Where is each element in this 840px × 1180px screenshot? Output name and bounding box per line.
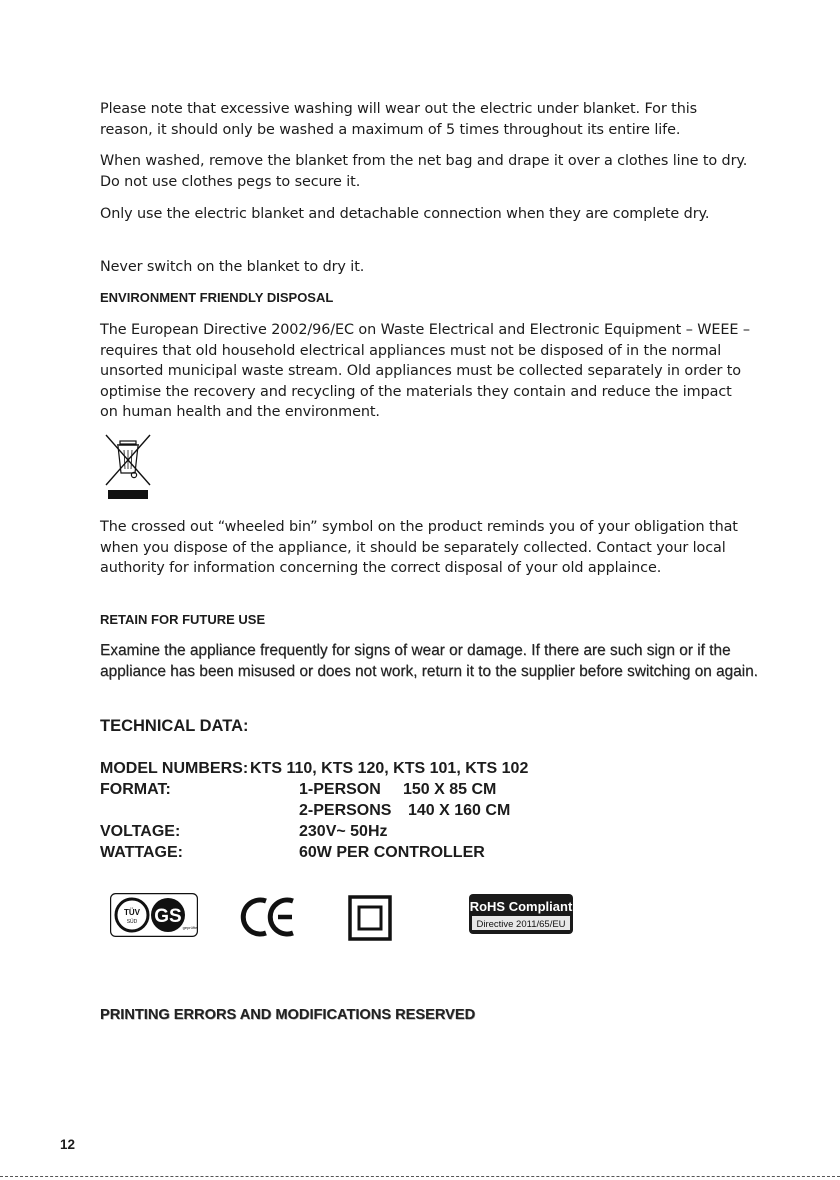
- voltage-label: VOLTAGE:: [100, 823, 181, 840]
- ce-mark-icon: [240, 895, 298, 939]
- rohs-compliant-badge: [469, 894, 573, 934]
- bottom-dashed-rule: [0, 1176, 840, 1177]
- wattage-label: WATTAGE:: [100, 844, 183, 861]
- wheeled-bin-paragraph: The crossed out “wheeled bin” symbol on the product reminds you of your obligation that when you dispose of the appliance, it should be separately collected. Contact your local authority for information concerning the correct disposal of your old applaince.: [100, 519, 738, 576]
- voltage-value: 230V~ 50Hz: [299, 823, 388, 840]
- retain-paragraph: Examine the appliance frequently for signs of wear or damage. If there are such sign or if the appliance has been misused or does not work, return it to the supplier before switching on again.: [100, 642, 758, 680]
- format-2-dimensions: 140 X 160 CM: [408, 802, 511, 819]
- washing-limit-paragraph: Please note that excessive washing will wear out the electric under blanket. For this reason, it should only be washed a maximum of 5 times throughout its entire life.: [100, 101, 698, 138]
- tuv-gs-mark-icon: [110, 893, 198, 937]
- format-2-persons: 2-PERSONS: [299, 802, 392, 819]
- svg-text:TÜV: TÜV: [124, 908, 140, 917]
- never-switch-on-paragraph: Never switch on the blanket to dry it.: [100, 259, 365, 275]
- format-1-person: 1-PERSON: [299, 781, 381, 798]
- technical-data-title: TECHNICAL DATA:: [100, 717, 249, 735]
- model-numbers-label: MODEL NUMBERS:: [100, 760, 249, 777]
- svg-text:GS: GS: [154, 906, 182, 927]
- rohs-title: RoHS Compliant: [469, 899, 573, 914]
- use-when-dry-paragraph: Only use the electric blanket and detachable connection when they are complete dry.: [100, 206, 710, 222]
- wattage-value: 60W PER CONTROLLER: [299, 844, 485, 861]
- format-1-dimensions: 150 X 85 CM: [403, 781, 497, 798]
- double-insulation-icon: [348, 895, 392, 941]
- page-number: 12: [60, 1137, 76, 1152]
- weee-paragraph: The European Directive 2002/96/EC on Waste Electrical and Electronic Equipment – WEEE – requires that old household electrical appliances must not be disposed of in the normal unsorted municipal waste stream. Old appliances must be collected separately in order to optimise the recovery and recycling of the materials they contain and reduce the impact on human health and the environment.: [100, 322, 750, 420]
- rohs-subtitle: Directive 2011/65/EU: [476, 919, 566, 930]
- retain-heading: RETAIN FOR FUTURE USE: [100, 612, 266, 627]
- crossed-out-wheeled-bin-icon: [104, 433, 152, 501]
- svg-text:geprüfte: geprüfte: [182, 925, 198, 930]
- format-label: FORMAT:: [100, 781, 171, 798]
- printing-errors-notice: PRINTING ERRORS AND MODIFICATIONS RESERVED: [100, 1007, 476, 1023]
- svg-text:SÜD: SÜD: [126, 919, 138, 925]
- drying-paragraph: When washed, remove the blanket from the net bag and drape it over a clothes line to dry. Do not use clothes pegs to secure it.: [100, 153, 748, 190]
- environment-heading: ENVIRONMENT FRIENDLY DISPOSAL: [100, 290, 334, 305]
- model-numbers-value: KTS 110, KTS 120, KTS 101, KTS 102: [250, 760, 529, 777]
